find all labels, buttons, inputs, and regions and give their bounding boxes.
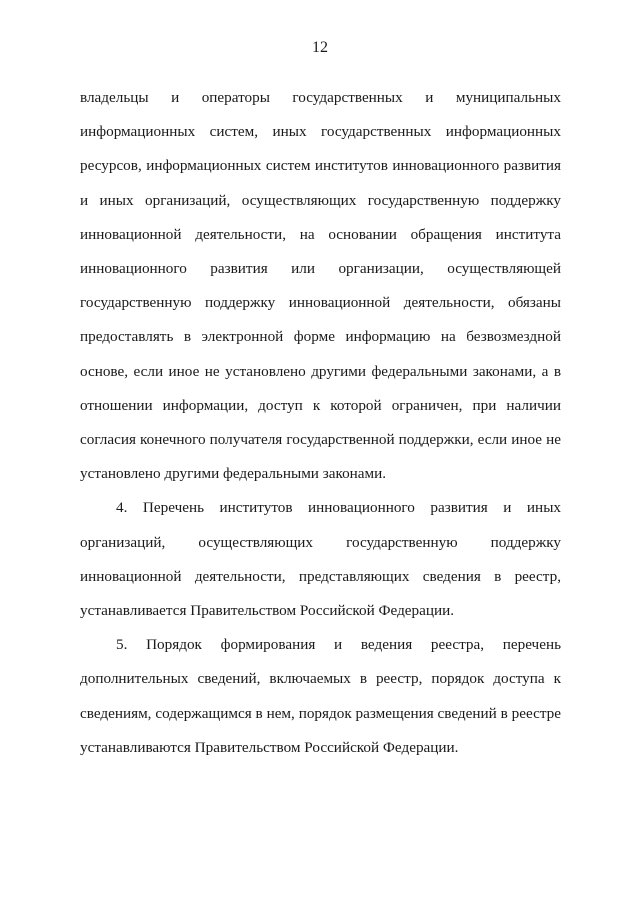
document-body bbox=[80, 81, 561, 765]
paragraph-item-5: 5. Порядок формирования и ведения реестра, перечень дополнительных сведений, включаемых в реестр, порядок доступа к сведениям, содержащимся в нем, порядок размещения сведений в реестре устанавливаются Правительством Российской Федерации. bbox=[80, 636, 561, 756]
page-number: 12 bbox=[312, 39, 328, 56]
paragraph-continuation: владельцы и операторы государственных и муниципальных информационных систем, иных государственных информационных ресурсов, информационных систем институтов инновационного развития и иных организаций, осуществляющих государственную поддержку инновационной деятельности, на основании обращения института инновационного развития или организации, осуществляющей государственную поддержку инновационной деятельности, обязаны предоставлять в электронной форме информацию на безвозмездной основе, если иное не установлено другими федеральными законами, а в отношении информации, доступ к которой ограничен, при наличии согласия конечного получателя государственной поддержки, если иное не установлено другими федеральными законами. bbox=[80, 89, 561, 483]
paragraph-item-4: 4. Перечень институтов инновационного развития и иных организаций, осуществляющих государственную поддержку инновационной деятельности, представляющих сведения в реестр, устанавливается Правительством Российской Федерации. bbox=[80, 499, 561, 620]
